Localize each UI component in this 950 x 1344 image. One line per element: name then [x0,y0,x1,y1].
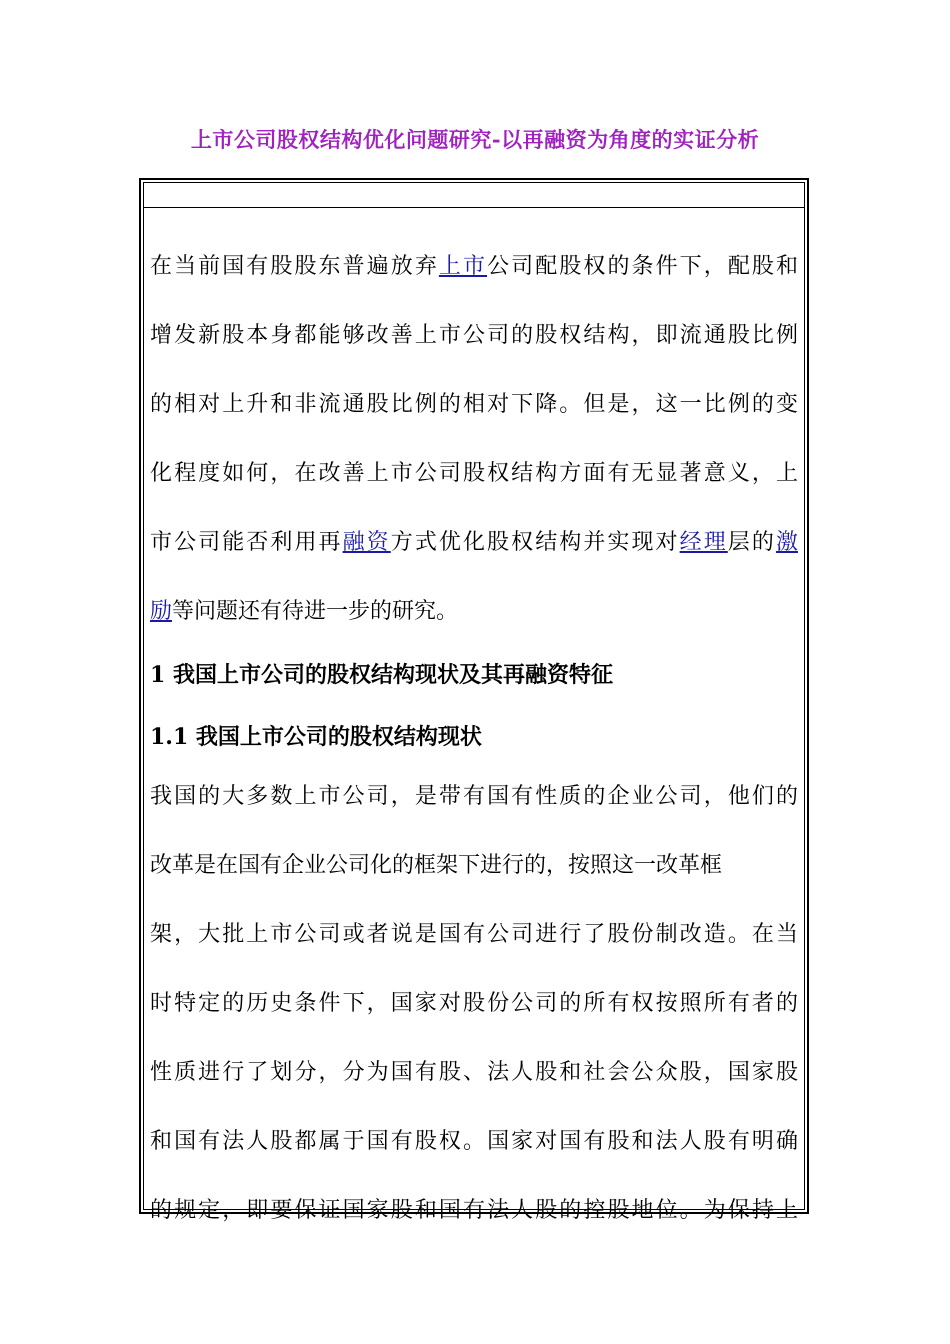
paragraph-line: 改革是在国有企业公司化的框架下进行的，按照这一改革框 [150,853,723,878]
paragraph-line: 的相对上升和非流通股比例的相对下降。但是，这一比例的变 [150,392,798,417]
section-heading-1-1: 1.1 我国上市公司的股权结构现状 [150,724,482,750]
paragraph-line: 性质进行了划分，分为国有股、法人股和社会公众股，国家股 [150,1060,798,1085]
link-jili-part1[interactable]: 激 [775,530,798,555]
link-shangshi[interactable]: 上市 [438,254,488,279]
paragraph-line: 化程度如何，在改善上市公司股权结构方面有无显著意义，上 [150,461,798,486]
text-segment: 公司配股权的条件下，配股和 [487,254,798,279]
paragraph-line [150,528,798,558]
text-segment: 等问题还有待进一步的研究。 [172,599,459,624]
content-frame [139,178,809,1223]
link-jingli[interactable]: 经理 [679,530,728,555]
section-heading-1: 1 我国上市公司的股权结构现状及其再融资特征 [150,662,613,688]
paragraph-line: 增发新股本身都能够改善上市公司的股权结构，即流通股比例 [150,323,798,348]
content-frame-inner [143,182,805,1223]
text-segment: 方式优化股权结构并实现对 [390,530,680,555]
document-title: 上市公司股权结构优化问题研究-以再融资为角度的实证分析 [190,127,760,152]
empty-header-cell [144,183,804,208]
paragraph-line [150,597,798,627]
text-segment: 市公司能否利用再 [150,530,343,555]
paragraph-line [150,252,798,282]
paragraph-line: 时特定的历史条件下，国家对股份公司的所有权按照所有者的 [150,991,798,1016]
text-segment: 在当前国有股股东普遍放弃 [150,254,439,279]
paragraph-line: 我国的大多数上市公司，是带有国有性质的企业公司，他们的 [150,784,798,809]
link-rongzi[interactable]: 融资 [342,530,391,555]
paragraph-line: 架，大批上市公司或者说是国有公司进行了股份制改造。在当 [150,922,798,947]
link-jili-part2[interactable]: 励 [150,599,173,624]
paragraph-line: 的规定，即要保证国家股和国有法人股的控股地位。为保持上 [150,1198,798,1223]
text-segment: 层的 [727,530,776,555]
paragraph-line: 和国有法人股都属于国有股权。国家对国有股和法人股有明确 [150,1129,798,1154]
article-body [150,210,798,1223]
